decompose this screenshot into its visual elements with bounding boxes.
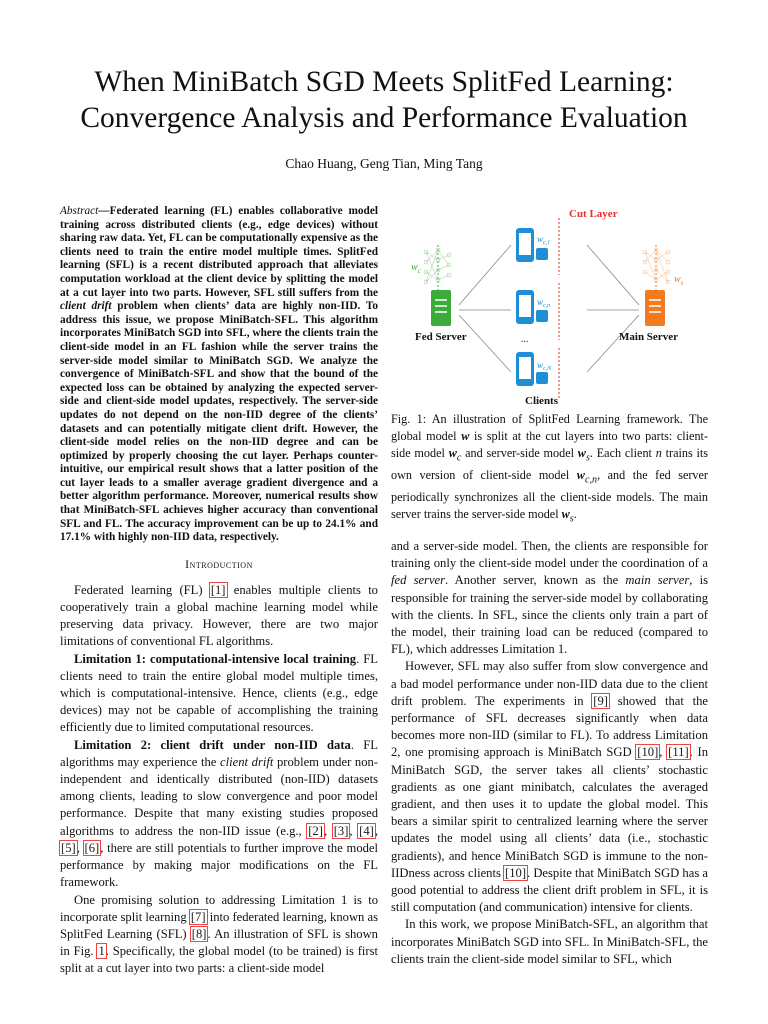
abstract-label: Abstract (60, 205, 99, 217)
client-model-symbol-n: $w_{c,n}$ (537, 297, 551, 309)
right-column (391, 538, 708, 968)
splitfed-diagram (391, 200, 708, 408)
title-line-2: Convergence Analysis and Performance Evaluation (80, 102, 688, 134)
figure-caption: Fig. 1: An illustration of SplitFed Learning framework. The global model w is split at the cut layers into two parts: client-side model $w_c$ and server-side model $w_s$. Each client n trains its own version of client-side model $w_{c,n}$, and the fed server periodically synchronizes all the client-side models. The main server trains the server-side model $w_s$. (391, 412, 709, 525)
abstract-text-2: problem when clients’ data are highly non-IID. To address this issue, we propose MiniBatch-SFL. This algorithm incorporates MiniBatch SGD into SFL, where the clients train the client-side model in an FL fashion while the server trains the server-side model similar to MiniBatch SGD. We analyze the convergence of MiniBatch-SFL and show that the bound of the expected loss can be obtained by analyzing the expected server-side and client-side model updates, respectively. The server-side updates do not depend on the non-IID degree of the clients’ datasets and can potentially mitigate client drift. However, the client-side model relies on the non-IID degree and can be optimized by properly choosing the cut layer. Perhaps counter-intuitive, our empirical result shows that a latter position of the cut layer leads to a smaller average gradient divergence and a better algorithm performance. Moreover, numerical results show that MiniBatch-SFL achieves higher accuracy than conventional SFL and FL. The accuracy improvement can be up to 24.1% and 17.1% with highly non-IID data, respectively. (60, 300, 378, 544)
citation-link[interactable]: [10] (505, 865, 527, 880)
abstract-emphasis: client drift (60, 300, 112, 313)
citation-link[interactable]: [8] (191, 926, 207, 941)
abstract (60, 205, 378, 545)
limitation-1-heading: Limitation 1: computational-intensive local training (74, 651, 357, 666)
server-model-symbol: $w_s$ (674, 274, 684, 287)
main-server-label: Main Server (619, 331, 678, 343)
client-model-symbol-N: $w_{c,N}$ (537, 360, 552, 372)
citation-link[interactable]: [4] (359, 823, 374, 838)
fed-server-icon (431, 290, 451, 326)
citation-link[interactable]: [2] (308, 823, 323, 838)
client-model-symbol-1: $w_{c,1}$ (537, 234, 551, 246)
right-paragraph-3: In this work, we propose MiniBatch-SFL, an algorithm that incorporates MiniBatch SGD into SFL. In MiniBatch-SFL, the clients train the client-side model similar to SFL, which (391, 917, 708, 966)
main-server-icon (645, 290, 665, 326)
figure-reference-link[interactable]: 1 (98, 944, 105, 959)
intro-paragraph-limitation-1: Limitation 1: computational-intensive local training. FL clients need to train the entire global model multiple times, which is computational-intensive. Hence, clients (e.g., edge devices) may not be capable of accomplishing the training efficiently due to limited computational resources. (60, 651, 378, 735)
cut-layer-label: Cut Layer (569, 208, 618, 220)
intro-paragraph-1: Federated learning (FL) [1] enables multiple clients to cooperatively train a global machine learning model while preserving data privacy. However, there are two major limitations of conventional FL algorithms. (60, 582, 378, 649)
citation-link[interactable]: [5] (61, 840, 76, 855)
fed-server-label: Fed Server (415, 331, 467, 343)
right-paragraph-1: and a server-side model. Then, the clients are responsible for training only the client-side model under the coordination of a fed server. Another server, known as the main server, is responsible for training the server-side model by collaborating with the clients. In SFL, since the clients only train a part of the model, their training load can be reduced (compared to FL), which addresses Limitation 1. (391, 539, 708, 657)
citation-link[interactable]: [9] (593, 693, 608, 708)
left-column (60, 205, 378, 978)
citation-link[interactable]: [6] (84, 840, 100, 855)
limitation-2-heading: Limitation 2: client drift under non-IID data (74, 737, 351, 752)
section-heading-introduction: Introduction (185, 556, 253, 571)
citation-link[interactable]: [1] (210, 582, 226, 597)
citation-link[interactable]: [3] (333, 823, 349, 838)
citation-link[interactable]: [7] (190, 909, 206, 924)
title-line-1: When MiniBatch SGD Meets SplitFed Learning: (94, 66, 674, 98)
paper-title (30, 64, 738, 136)
figure-splitfed (391, 200, 708, 408)
abstract-text-1: —Federated learning (FL) enables collaborative model training across distributed clients (e.g., edge devices) without sharing raw data. Yet, FL can be computationally expensive as the clients need to train the entire model multiple times. SplitFed learning (SFL) is a recent distributed approach that alleviates computation workload at the client device by splitting the model at a cut layer into two parts. However, SFL still suffers from the (60, 205, 378, 299)
intro-paragraph-limitation-2: Limitation 2: client drift under non-IID data. FL algorithms may experience the client drift problem under non-independent and identically distributed (non-IID) datasets among clients, leading to slow convergence and poor model performance. Despite that many existing studies proposed algorithms to address the non-IID issue (e.g., [2], [3], [4], [5], [6], there are still potentials to further improve the model performance by making major modifications on the FL framework. (60, 737, 379, 890)
clients-label: Clients (525, 395, 558, 407)
clients-ellipsis: ... (521, 334, 529, 345)
intro-paragraph-4: One promising solution to addressing Limitation 1 is to incorporate split learning [7] into federated learning, known as SplitFed Learning (SFL) [8]. An illustration of SFL is shown in Fig. 1. Specifically, the global model (to be trained) is first split at a cut layer into two parts: a client-side model (60, 892, 378, 976)
author-list: Chao Huang, Geng Tian, Ming Tang (285, 156, 483, 171)
client-model-symbol: $w_c$ (411, 262, 421, 275)
right-paragraph-2: However, SFL may also suffer from slow convergence and a bad model performance under non-IID data due to the client drift problem. The experiments in [9] showed that the performance of SFL decreases significantly when data becomes more non-IID (similar to FL). To address Limitation 2, one promising approach is MiniBatch SGD [10], [11]. In MiniBatch SGD, the server takes all clients’ stochastic gradients as one giant minibatch, calculates the averaged gradient, and then uses it to update the global model. This bears a similar spirit to centralized learning where the server updates the model using all clients’ data (i.e., stochastic gradients), and hence MiniBatch SGD is immune to the non-IIDness across clients [10]. Despite that MiniBatch SGD has a good potential to address the client drift problem in SFL, it is still computation (and communication) intensive for clients. (391, 659, 708, 915)
citation-link[interactable]: [10] (637, 745, 659, 760)
citation-link[interactable]: [11] (668, 745, 689, 760)
